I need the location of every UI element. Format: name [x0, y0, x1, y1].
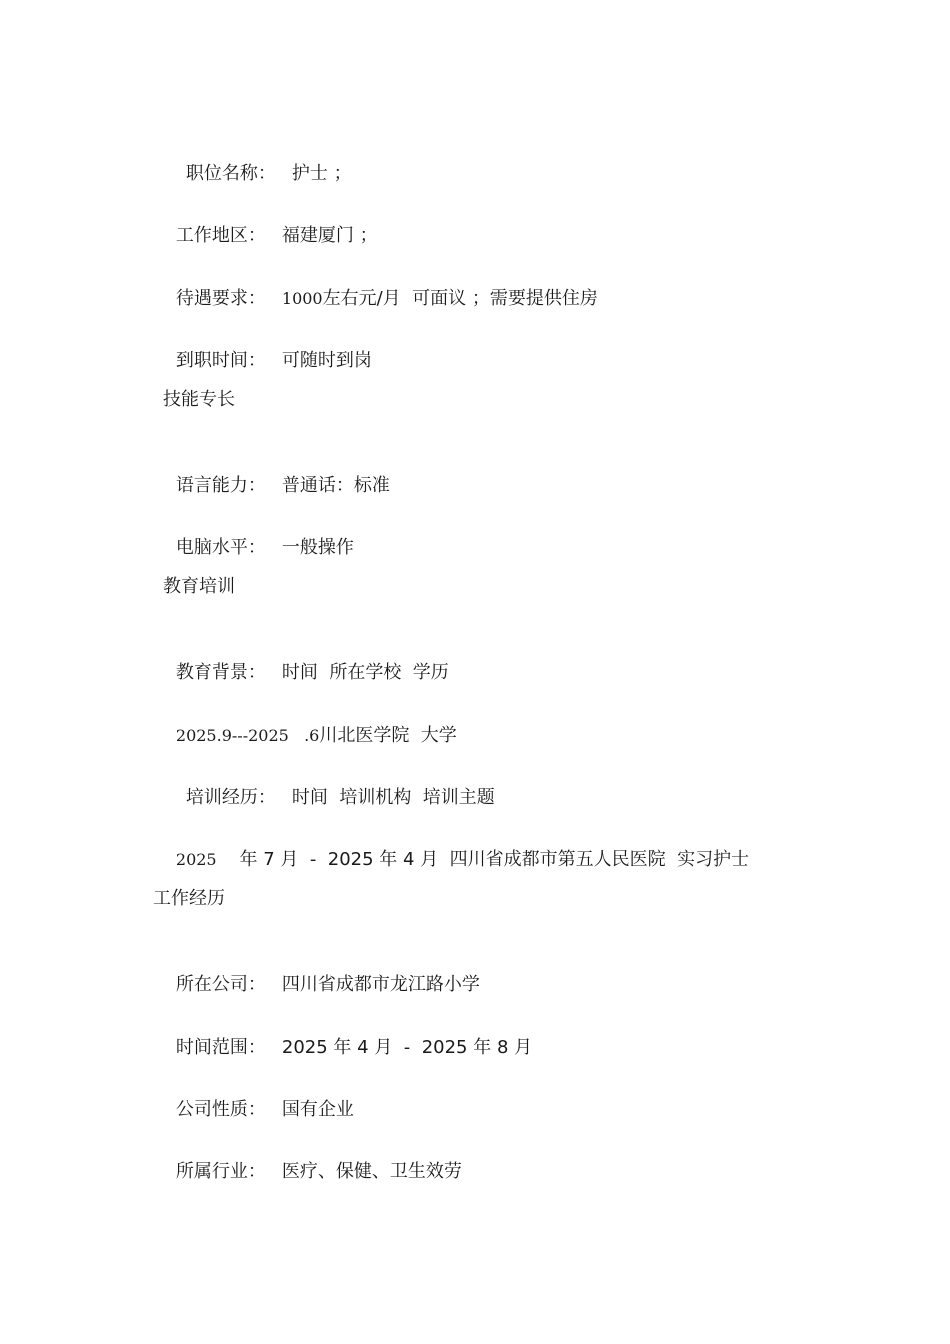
region-row — [153, 200, 378, 272]
computer-row — [153, 512, 354, 584]
computer-value: 一般操作 — [281, 537, 354, 558]
period-label: 时间范围： — [175, 1037, 266, 1058]
salary-amount: 1000 — [281, 289, 323, 308]
company-value: 四川省成都市龙江路小学 — [281, 974, 480, 995]
education-background-label: 教育背景： — [175, 662, 266, 683]
position-value: 护士 ； — [291, 163, 352, 184]
training-value: 时间 培训机构 培训主题 — [291, 787, 495, 808]
period-value: 2025 年 4 月 - 2025 年 8 月 — [281, 1037, 533, 1058]
language-label: 语言能力： — [175, 475, 266, 496]
work-heading: 工作经历 — [153, 888, 225, 909]
salary-label: 待遇要求： — [175, 288, 266, 309]
industry-label: 所属行业： — [175, 1161, 266, 1182]
training-entry-row — [153, 824, 749, 896]
company-label: 所在公司： — [175, 974, 266, 995]
education-period: 2025.9---2025 .6 — [175, 726, 320, 745]
skills-heading: 技能专长 — [163, 389, 235, 410]
education-heading: 教育培训 — [163, 576, 235, 597]
training-year: 2025 — [175, 850, 217, 869]
education-background-row — [153, 637, 449, 709]
salary-value: 左右元/月 可面议 ；需要提供住房 — [322, 288, 598, 309]
training-period: 年 7 月 - 2025 年 4 月 — [239, 849, 439, 870]
region-label: 工作地区： — [175, 225, 266, 246]
language-value: 普通话：标准 — [281, 475, 390, 496]
industry-value: 医疗、保健、卫生效劳 — [281, 1161, 462, 1182]
region-value: 福建厦门 ； — [281, 225, 378, 246]
start-label: 到职时间： — [175, 350, 266, 371]
position-label: 职位名称： — [185, 163, 276, 184]
training-label: 培训经历： — [185, 787, 276, 808]
computer-label: 电脑水平： — [175, 537, 266, 558]
nature-label: 公司性质： — [175, 1099, 266, 1120]
industry-row — [153, 1136, 462, 1208]
education-school: 川北医学院 大学 — [319, 725, 457, 746]
education-background-value: 时间 所在学校 学历 — [281, 662, 449, 683]
company-row — [153, 949, 480, 1021]
training-org: 四川省成都市第五人民医院 实习护士 — [449, 849, 750, 870]
nature-value: 国有企业 — [281, 1099, 354, 1120]
start-row — [153, 325, 372, 397]
start-value: 可随时到岗 — [281, 350, 372, 371]
